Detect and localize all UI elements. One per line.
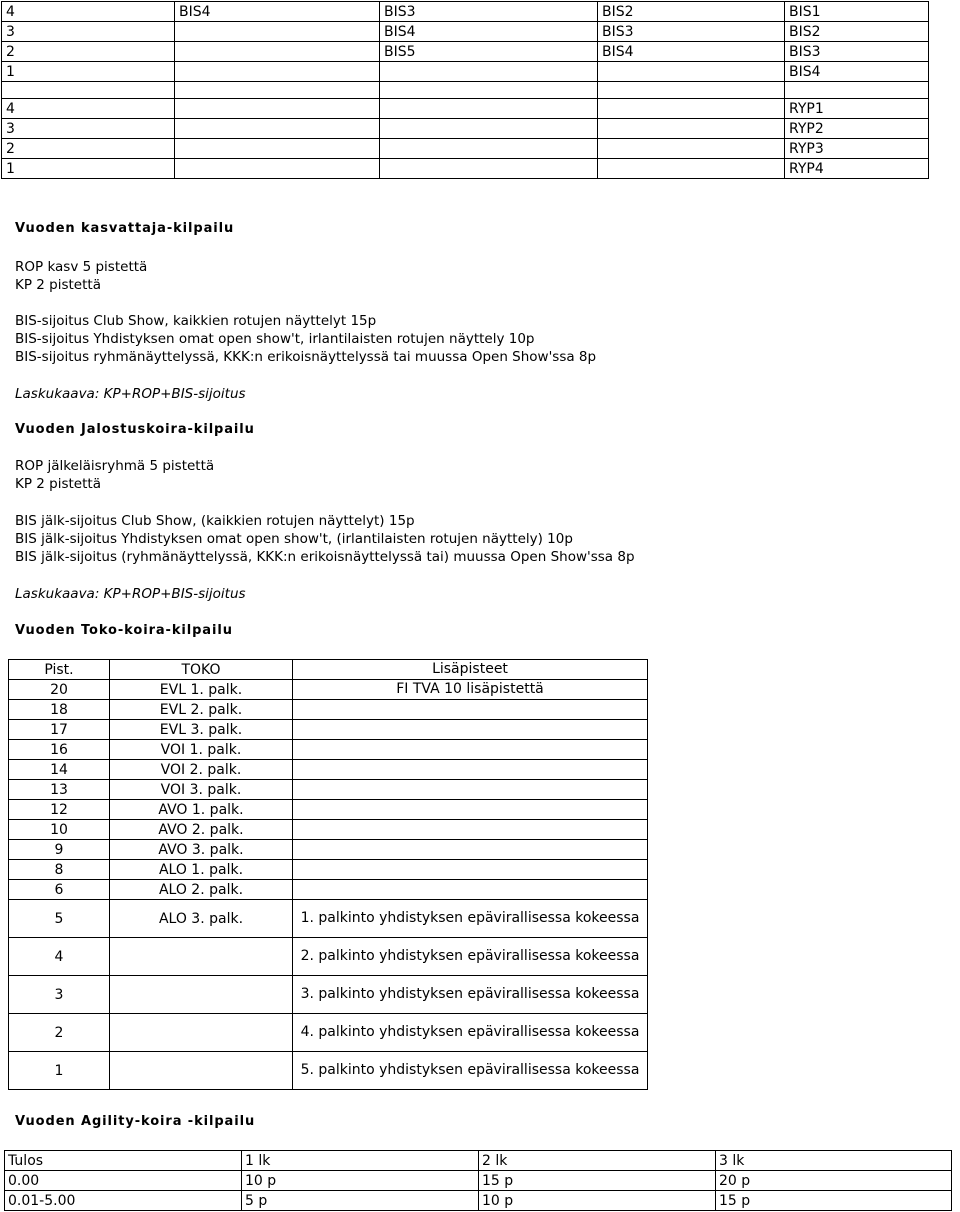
table-cell: EVL 3. palk. (110, 720, 293, 740)
table-cell: 16 (9, 740, 110, 760)
table-cell: 5 p (242, 1191, 479, 1211)
table-cell: 2. palkinto yhdistyksen epävirallisessa kokeessa (293, 938, 648, 976)
table-cell: 5. palkinto yhdistyksen epävirallisessa kokeessa (293, 1052, 648, 1090)
table-cell: BIS3 (598, 22, 785, 42)
table-cell (110, 1052, 293, 1090)
table-cell: BIS5 (380, 42, 598, 62)
table-row (9, 820, 648, 840)
table-cell: 13 (9, 780, 110, 800)
table-cell: BIS4 (598, 42, 785, 62)
table-cell: 3 (2, 119, 175, 139)
column-header: 1 lk (242, 1151, 479, 1171)
table-cell: FI TVA 10 lisäpistettä (293, 680, 648, 700)
kasvattaja-line: BIS-sijoitus Yhdistyksen omat open show't, irlantilaisten rotujen näyttely 10p (15, 331, 535, 347)
table-cell: 4 (2, 99, 175, 119)
table-row (9, 800, 648, 820)
table-cell (380, 159, 598, 179)
table-cell: 15 p (716, 1191, 952, 1211)
table-cell (380, 139, 598, 159)
kasvattaja-line: ROP kasv 5 pistettä (15, 259, 148, 275)
table-cell (380, 82, 598, 99)
table-cell: AVO 1. palk. (110, 800, 293, 820)
table-cell: BIS2 (785, 22, 929, 42)
table-cell: 4 (9, 938, 110, 976)
table-cell: 20 (9, 680, 110, 700)
table-cell: 3 (9, 976, 110, 1014)
table-cell (175, 159, 380, 179)
table-cell (785, 82, 929, 99)
table-row (5, 1171, 952, 1191)
table-row (9, 1052, 648, 1090)
toko-heading: Vuoden Toko-koira-kilpailu (15, 623, 233, 638)
column-header: Tulos (5, 1151, 242, 1171)
table-row (9, 900, 648, 938)
table-cell: RYP3 (785, 139, 929, 159)
table-cell: 4. palkinto yhdistyksen epävirallisessa kokeessa (293, 1014, 648, 1052)
table-cell: RYP4 (785, 159, 929, 179)
table-cell: 18 (9, 700, 110, 720)
column-header: Lisäpisteet (293, 660, 648, 680)
table-header-row (9, 660, 648, 680)
kasvattaja-formula: Laskukaava: KP+ROP+BIS-sijoitus (15, 386, 246, 402)
table-cell (110, 938, 293, 976)
kasvattaja-line: BIS-sijoitus Club Show, kaikkien rotujen näyttelyt 15p (15, 313, 377, 329)
table-cell: BIS3 (785, 42, 929, 62)
table-row (2, 42, 929, 62)
table-cell (598, 139, 785, 159)
table-row (2, 22, 929, 42)
table-cell: ALO 2. palk. (110, 880, 293, 900)
table-row (9, 720, 648, 740)
table-row (2, 119, 929, 139)
jalostus-heading: Vuoden Jalostuskoira-kilpailu (15, 422, 255, 437)
table-row (9, 976, 648, 1014)
table-row (9, 1014, 648, 1052)
table-cell: 10 (9, 820, 110, 840)
table-cell: 20 p (716, 1171, 952, 1191)
table-header-row (5, 1151, 952, 1171)
jalostus-formula: Laskukaava: KP+ROP+BIS-sijoitus (15, 586, 246, 602)
table-row (9, 880, 648, 900)
table-cell: 9 (9, 840, 110, 860)
table-row (2, 159, 929, 179)
agility-table (4, 1150, 952, 1211)
table-cell (110, 976, 293, 1014)
table-cell: 3. palkinto yhdistyksen epävirallisessa kokeessa (293, 976, 648, 1014)
table-row (9, 760, 648, 780)
table-cell: RYP2 (785, 119, 929, 139)
table-cell: 3 (2, 22, 175, 42)
table-cell (598, 82, 785, 99)
column-header: Pist. (9, 660, 110, 680)
table-cell: 10 p (242, 1171, 479, 1191)
table-cell (293, 800, 648, 820)
table-cell: 2 (2, 139, 175, 159)
table-cell (175, 99, 380, 119)
table-cell (380, 99, 598, 119)
table-cell (293, 840, 648, 860)
table-cell: 1 (9, 1052, 110, 1090)
table-cell: 8 (9, 860, 110, 880)
table-cell: 0.00 (5, 1171, 242, 1191)
table-cell: 2 (9, 1014, 110, 1052)
table-cell (293, 820, 648, 840)
table-cell (293, 780, 648, 800)
table-cell: VOI 3. palk. (110, 780, 293, 800)
table-cell (380, 62, 598, 82)
table-cell: AVO 3. palk. (110, 840, 293, 860)
table-cell (293, 720, 648, 740)
table-cell (598, 119, 785, 139)
table-row (2, 99, 929, 119)
table-row (9, 938, 648, 976)
jalostus-line: KP 2 pistettä (15, 476, 101, 492)
table-cell: 15 p (479, 1171, 716, 1191)
jalostus-line: ROP jälkeläisryhmä 5 pistettä (15, 458, 215, 474)
table-cell: EVL 1. palk. (110, 680, 293, 700)
column-header: TOKO (110, 660, 293, 680)
agility-heading: Vuoden Agility-koira -kilpailu (15, 1114, 256, 1129)
table-row (2, 139, 929, 159)
table-cell (110, 1014, 293, 1052)
table-row (9, 700, 648, 720)
table-cell (293, 760, 648, 780)
table-cell: ALO 1. palk. (110, 860, 293, 880)
table-cell: BIS1 (785, 2, 929, 22)
column-header: 3 lk (716, 1151, 952, 1171)
jalostus-line: BIS jälk-sijoitus (ryhmänäyttelyssä, KKK:n erikoisnäyttelyssä tai) muussa Open Show'ssa 8p (15, 549, 635, 565)
table-cell (2, 82, 175, 99)
kasvattaja-line: BIS-sijoitus ryhmänäyttelyssä, KKK:n erikoisnäyttelyssä tai muussa Open Show'ssa 8p (15, 349, 597, 365)
table-cell: 4 (2, 2, 175, 22)
table-cell: BIS4 (785, 62, 929, 82)
table-cell: 1 (2, 159, 175, 179)
table-cell: BIS4 (175, 2, 380, 22)
table-row (9, 840, 648, 860)
table-cell (293, 860, 648, 880)
table-cell: 10 p (479, 1191, 716, 1211)
table-cell: 1. palkinto yhdistyksen epävirallisessa kokeessa (293, 900, 648, 938)
table-cell (598, 159, 785, 179)
table-cell: 2 (2, 42, 175, 62)
table-cell (175, 42, 380, 62)
table-cell (380, 119, 598, 139)
table-row (9, 860, 648, 880)
table-cell: 14 (9, 760, 110, 780)
table-cell: 0.01-5.00 (5, 1191, 242, 1211)
table-cell: AVO 2. palk. (110, 820, 293, 840)
table-cell: 17 (9, 720, 110, 740)
table-cell (175, 119, 380, 139)
table-cell: 12 (9, 800, 110, 820)
kasvattaja-line: KP 2 pistettä (15, 277, 101, 293)
table-cell: RYP1 (785, 99, 929, 119)
table-cell: VOI 2. palk. (110, 760, 293, 780)
table-cell (598, 99, 785, 119)
table-row (9, 780, 648, 800)
table-cell (175, 62, 380, 82)
table-row (2, 62, 929, 82)
table-row (9, 740, 648, 760)
kasvattaja-heading: Vuoden kasvattaja-kilpailu (15, 221, 235, 236)
table-cell (175, 22, 380, 42)
table-row (2, 2, 929, 22)
table-cell (598, 62, 785, 82)
table-cell: EVL 2. palk. (110, 700, 293, 720)
table-cell: BIS3 (380, 2, 598, 22)
table-cell: ALO 3. palk. (110, 900, 293, 938)
toko-table (8, 659, 648, 1090)
table-cell (293, 700, 648, 720)
table-row (9, 680, 648, 700)
jalostus-line: BIS jälk-sijoitus Club Show, (kaikkien rotujen näyttelyt) 15p (15, 513, 415, 529)
table-cell (175, 139, 380, 159)
table-cell (293, 740, 648, 760)
table-cell: 6 (9, 880, 110, 900)
jalostus-line: BIS jälk-sijoitus Yhdistyksen omat open show't, (irlantilaisten rotujen näyttely) 10p (15, 531, 573, 547)
table-cell: BIS2 (598, 2, 785, 22)
table-cell: VOI 1. palk. (110, 740, 293, 760)
table-cell (293, 880, 648, 900)
table-cell (175, 82, 380, 99)
table-row (2, 82, 929, 99)
bis-ryp-table (1, 1, 929, 179)
table-cell: 5 (9, 900, 110, 938)
column-header: 2 lk (479, 1151, 716, 1171)
table-row (5, 1191, 952, 1211)
table-cell: BIS4 (380, 22, 598, 42)
table-cell: 1 (2, 62, 175, 82)
